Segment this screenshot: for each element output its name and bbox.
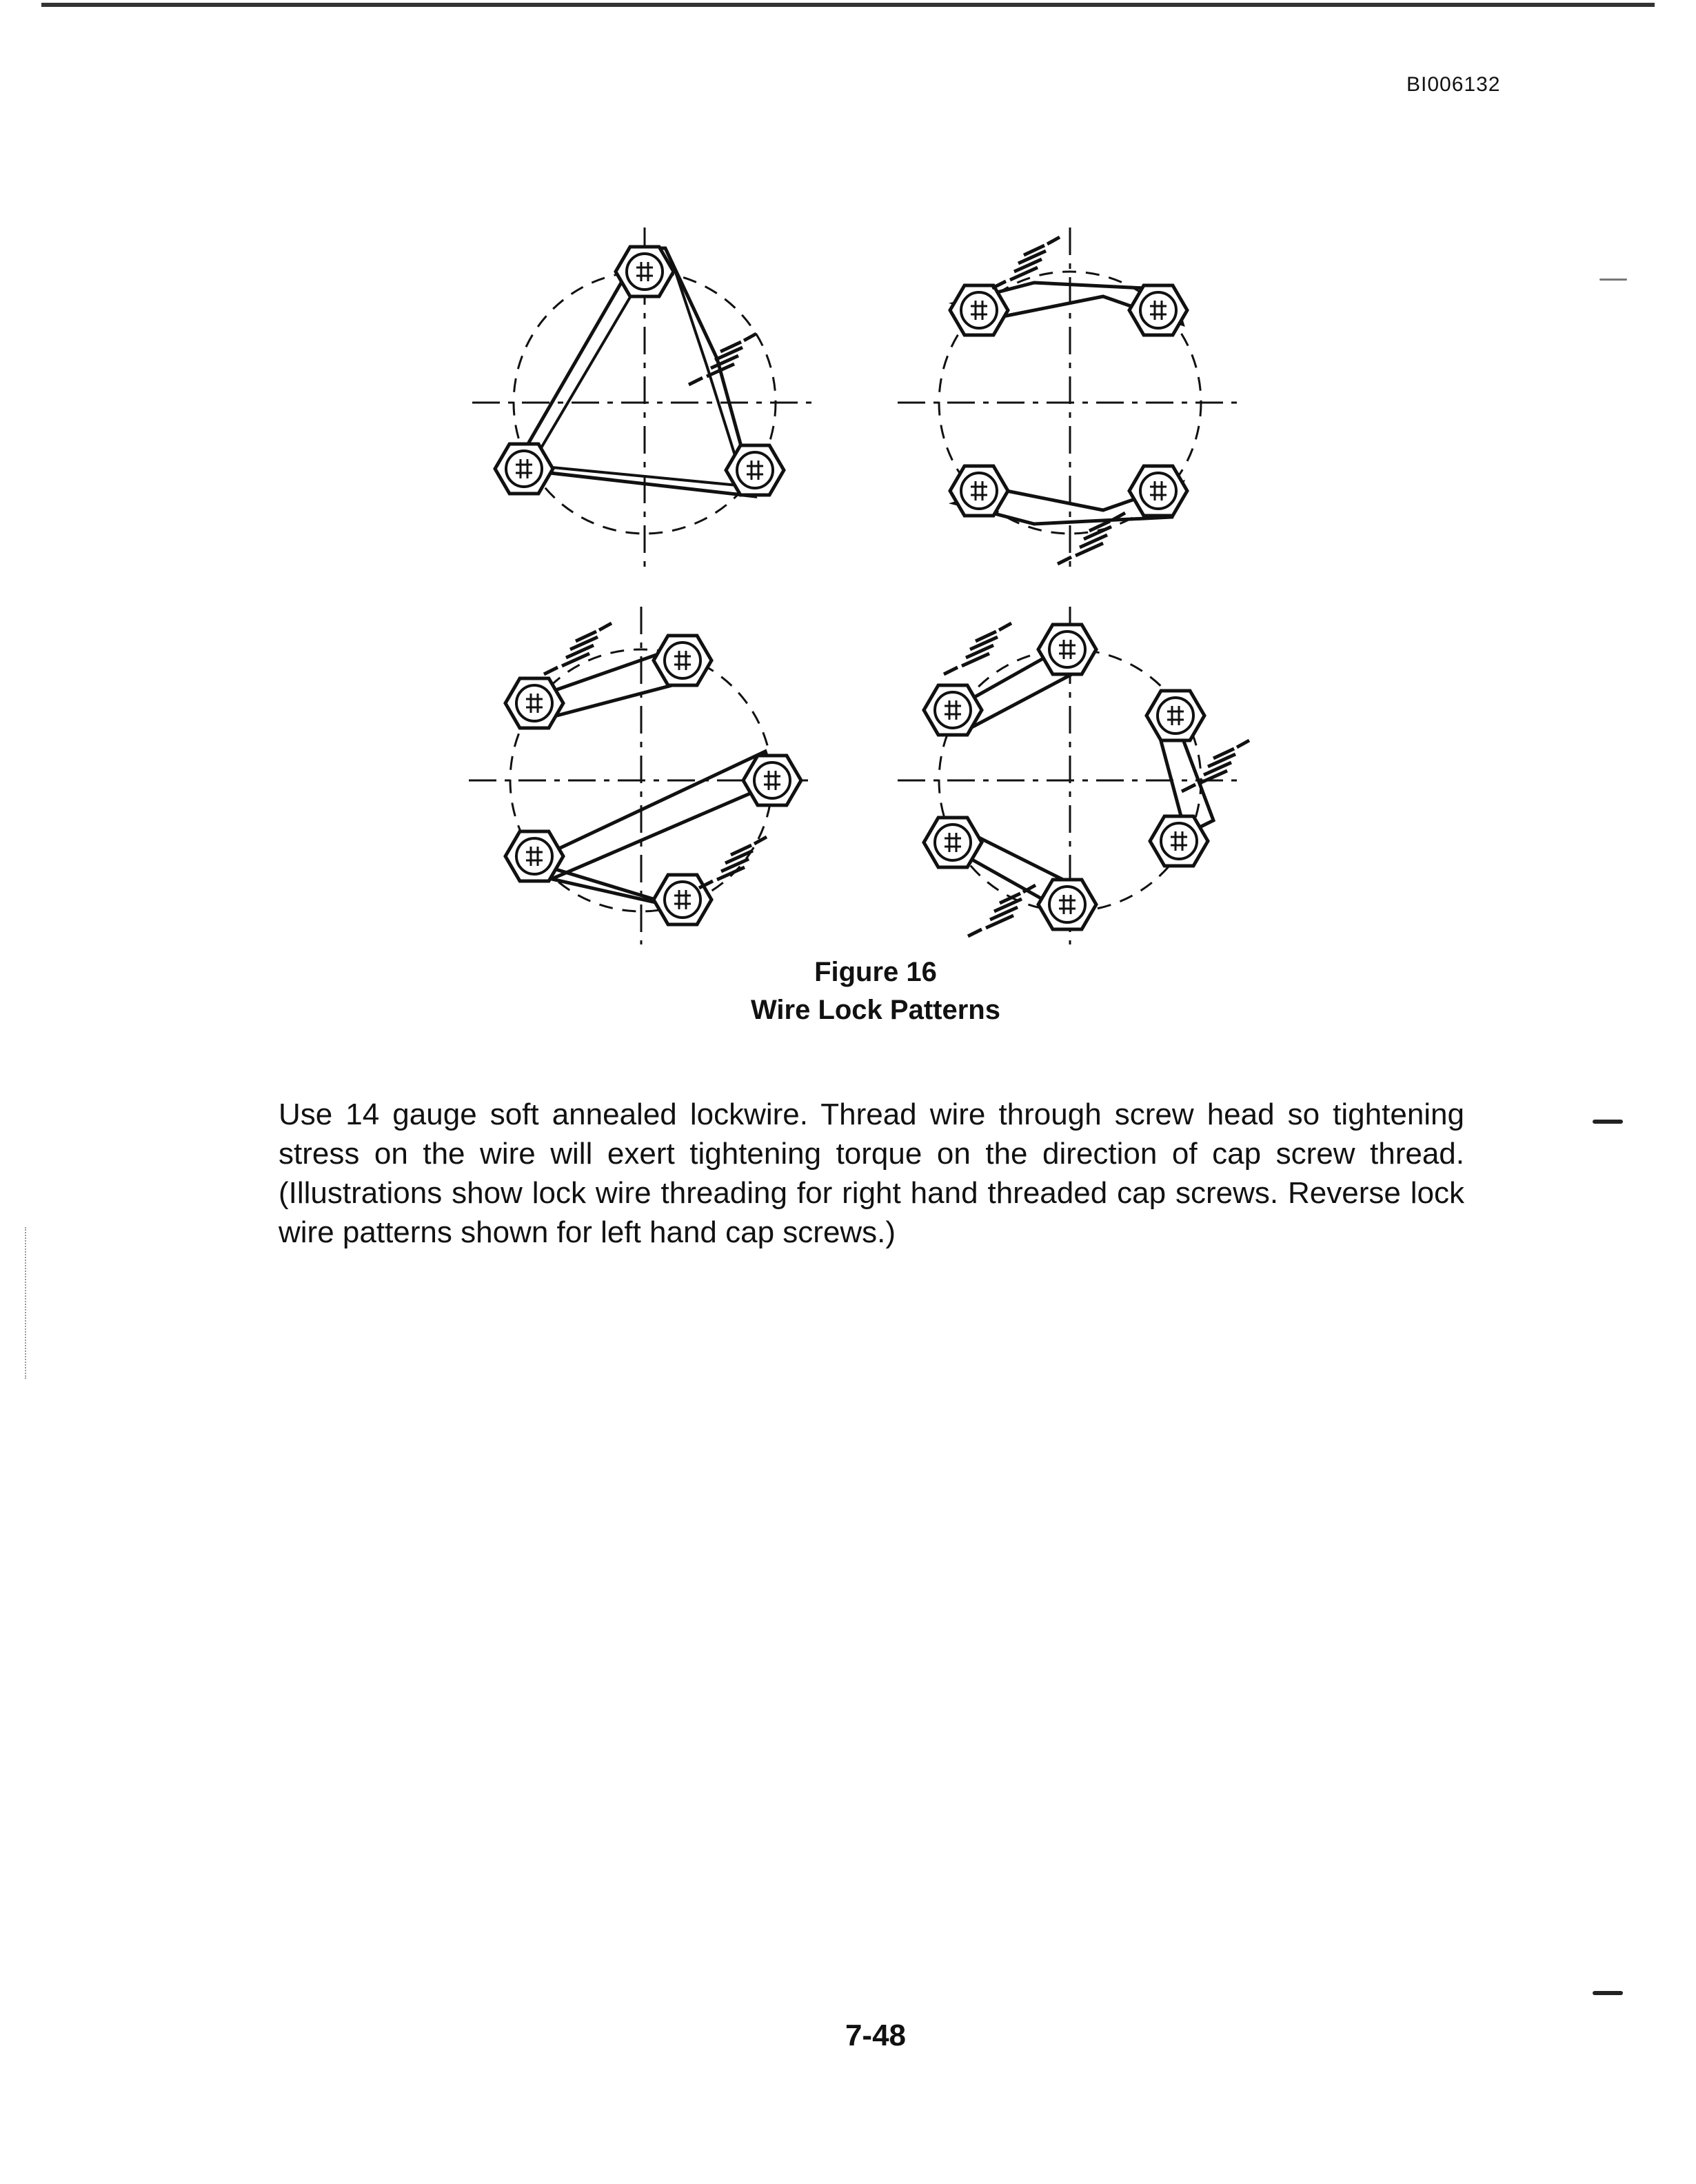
scan-artifact-mark <box>1593 1991 1623 1995</box>
diagram-two-pair <box>898 228 1242 572</box>
document-id: BI006132 <box>1406 73 1501 96</box>
diagram-five-screw <box>898 607 1249 944</box>
wire-lock-figure <box>0 0 1696 965</box>
figure-title: Wire Lock Patterns <box>751 995 1000 1025</box>
scan-artifact-dots <box>25 1227 28 1379</box>
diagram-four-screw-cross <box>469 607 814 944</box>
figure-number: Figure 16 <box>814 957 937 987</box>
scan-artifact-mark <box>1593 1120 1623 1124</box>
body-paragraph: Use 14 gauge soft annealed lockwire. Thread wire through screw head so tightening stress on the wire will exert tightening torque on the direction of cap screw thread. (Illustrations show lock wire threading for right hand threaded cap screws. Reverse lock wire patterns shown for left hand cap screws.) <box>279 1098 1464 1249</box>
page-number: 7-48 <box>845 2019 907 2052</box>
scan-artifact-mark <box>1599 279 1627 281</box>
diagram-three-screw <box>472 228 817 572</box>
